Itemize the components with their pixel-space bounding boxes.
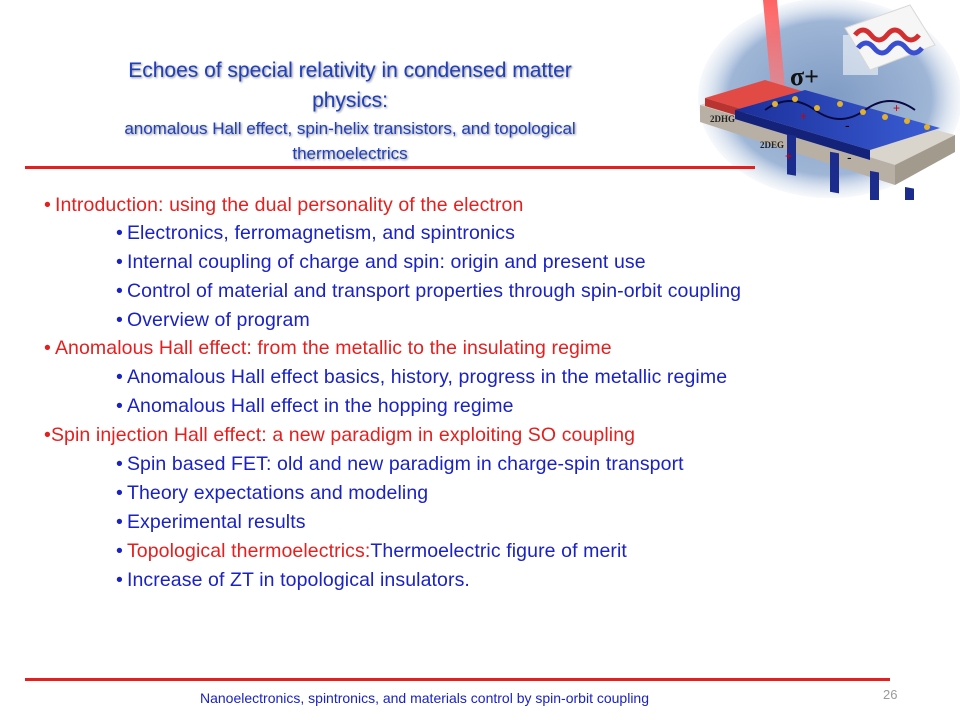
bullet: • [116,569,123,591]
bullet: • [44,337,51,359]
page-number: 26 [883,687,898,702]
outline-section-anomalous-hall: • Anomalous Hall effect: from the metallic to the insulating regime [44,337,612,359]
outline-item-topological: • Topological thermoelectrics:Thermoelectric figure of merit [116,540,627,562]
outline-section-introduction: • Introduction: using the dual personality of the electron [44,194,524,216]
plus-sign: + [893,101,901,115]
outline-section-spin-injection: •Spin injection Hall effect: a new paradigm in exploiting SO coupling [44,424,636,446]
2deg-label: 2DEG [760,140,785,150]
outline-item: • Experimental results [116,511,306,533]
title-line-1: Echoes of special relativity in condensed matter [128,59,572,82]
bullet: • [44,194,51,216]
bullet: • [116,222,123,244]
footer-divider [25,678,890,681]
outline-item: • Anomalous Hall effect basics, history, progress in the metallic regime [116,366,728,388]
bullet: • [44,424,51,446]
outline-item: • Increase of ZT in topological insulators. [116,569,470,591]
subtitle-line-2: thermoelectrics [292,144,408,163]
outline-item: • Control of material and transport properties through spin-orbit coupling [116,280,742,302]
plus-sign: + [785,149,793,163]
title-divider [25,166,755,169]
title-line-2: physics: [312,89,388,112]
bullet: • [116,366,123,388]
outline-item: • Overview of program [116,309,310,331]
plus-sign: + [800,109,808,123]
minus-sign: - [845,117,850,133]
bullet: • [116,280,123,302]
bullet: • [116,309,123,331]
bullet: • [116,395,123,417]
outline-item: • Anomalous Hall effect in the hopping regime [116,395,514,417]
minus-sign: - [847,149,852,165]
bullet: • [116,251,123,273]
bullet: • [116,540,123,562]
footer-text: Nanoelectronics, spintronics, and materials control by spin-orbit coupling [200,690,649,706]
device-illustration [695,0,960,200]
bullet: • [116,511,123,533]
subtitle-line-1: anomalous Hall effect, spin-helix transistors, and topological [124,119,576,138]
outline-item: • Theory expectations and modeling [116,482,429,504]
slide-title [30,56,670,166]
sigma-plus-label: σ+ [790,62,819,91]
bullet: • [116,482,123,504]
outline-item: • Internal coupling of charge and spin: origin and present use [116,251,646,273]
outline-item: • Electronics, ferromagnetism, and spintronics [116,222,515,244]
outline-item: • Spin based FET: old and new paradigm in charge-spin transport [116,453,684,475]
bullet: • [116,453,123,475]
2dhg-label: 2DHG [710,114,736,124]
